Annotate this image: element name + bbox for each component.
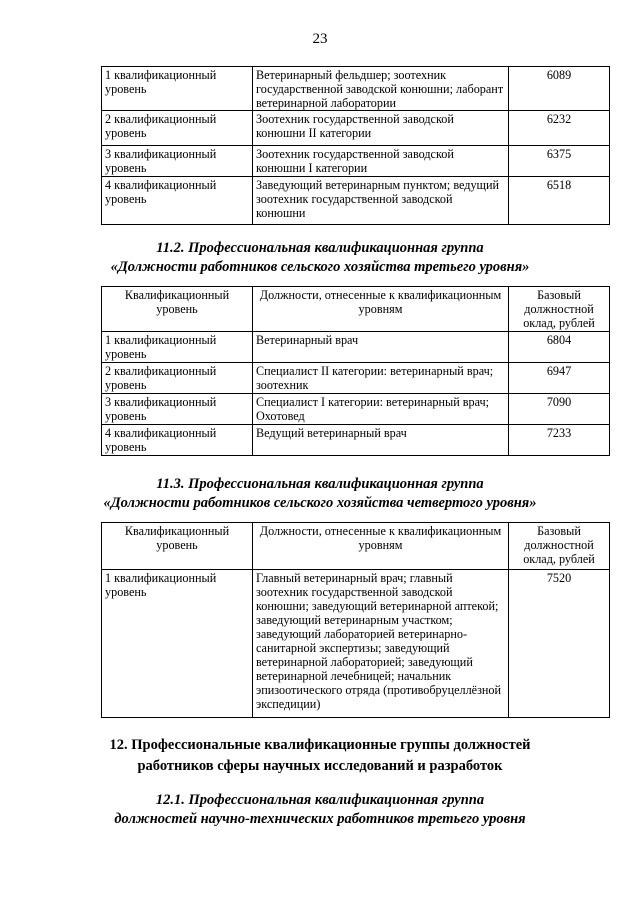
section-title-12 — [0, 735, 640, 777]
level-cell: 2 квалификационный уровень — [102, 363, 253, 394]
section-heading-11-2 — [0, 239, 640, 277]
table-row — [102, 394, 610, 425]
header-positions: Должности, отнесенные к квалификационным уровням — [253, 523, 509, 570]
heading-line: 12. Профессиональные квалификационные группы должностей — [109, 737, 531, 753]
positions-cell: Специалист II категории: ветеринарный врач; зоотехник — [253, 363, 509, 394]
salary-cell: 7233 — [509, 425, 610, 456]
page-number: 23 — [312, 31, 328, 47]
table-11-1-continuation — [101, 66, 610, 225]
heading-line: «Должности работников сельского хозяйства третьего уровня» — [110, 259, 530, 275]
table-row — [102, 111, 610, 146]
salary-cell: 6375 — [509, 146, 610, 177]
salary-cell: 6232 — [509, 111, 610, 146]
level-cell: 1 квалификационный уровень — [102, 570, 253, 718]
table-row — [102, 425, 610, 456]
header-level: Квалификационный уровень — [102, 287, 253, 332]
salary-cell: 6804 — [509, 332, 610, 363]
header-positions: Должности, отнесенные к квалификационным уровням — [253, 287, 509, 332]
section-heading-12-1 — [0, 791, 640, 829]
table-row — [102, 332, 610, 363]
positions-cell: Ветеринарный врач — [253, 332, 509, 363]
level-cell: 4 квалификационный уровень — [102, 425, 253, 456]
level-cell: 3 квалификационный уровень — [102, 146, 253, 177]
table-11-2 — [101, 286, 610, 456]
heading-line: 12.1. Профессиональная квалификационная группа — [155, 792, 485, 808]
section-heading-11-3 — [0, 475, 640, 513]
table-row — [102, 177, 610, 225]
heading-line: 11.3. Профессиональная квалификационная группа — [156, 476, 484, 492]
table-row — [102, 67, 610, 111]
heading-line: «Должности работников сельского хозяйства четвертого уровня» — [103, 495, 537, 511]
table-header-row — [102, 523, 610, 570]
table-header-row — [102, 287, 610, 332]
level-cell: 1 квалификационный уровень — [102, 67, 253, 111]
salary-cell: 6518 — [509, 177, 610, 225]
header-level: Квалификационный уровень — [102, 523, 253, 570]
salary-cell: 7520 — [509, 570, 610, 718]
positions-cell: Зоотехник государственной заводской конюшни II категории — [253, 111, 509, 146]
heading-line: 11.2. Профессиональная квалификационная группа — [156, 240, 484, 256]
level-cell: 2 квалификационный уровень — [102, 111, 253, 146]
table-row — [102, 570, 610, 718]
table-row — [102, 146, 610, 177]
header-salary: Базовый должностной оклад, рублей — [509, 523, 610, 570]
header-salary: Базовый должностной оклад, рублей — [509, 287, 610, 332]
positions-cell: Главный ветеринарный врач; главный зоотехник государственной заводской конюшни; заведующий ветеринарной аптекой; заведующий ветеринарным участком; заведующий лабораторией ветеринарно-санитарной экспертизы; заведующий ветеринарной лабораторией; заведующий ветеринарной лечебницей; начальник эпизоотического отряда (противобруцеллёзной экспедиции) — [253, 570, 509, 718]
heading-line: должностей научно-технических работников третьего уровня — [114, 811, 526, 827]
level-cell: 3 квалификационный уровень — [102, 394, 253, 425]
salary-cell: 6089 — [509, 67, 610, 111]
salary-cell: 7090 — [509, 394, 610, 425]
level-cell: 1 квалификационный уровень — [102, 332, 253, 363]
level-cell: 4 квалификационный уровень — [102, 177, 253, 225]
table-row — [102, 363, 610, 394]
positions-cell: Ветеринарный фельдшер; зоотехник государственной заводской конюшни; лаборант ветеринарной лаборатории — [253, 67, 509, 111]
positions-cell: Заведующий ветеринарным пунктом; ведущий зоотехник государственной заводской конюшни — [253, 177, 509, 225]
table-11-3 — [101, 522, 610, 718]
heading-line: работников сферы научных исследований и разработок — [137, 758, 503, 774]
positions-cell: Специалист I категории: ветеринарный врач; Охотовед — [253, 394, 509, 425]
positions-cell: Ведущий ветеринарный врач — [253, 425, 509, 456]
salary-cell: 6947 — [509, 363, 610, 394]
positions-cell: Зоотехник государственной заводской конюшни I категории — [253, 146, 509, 177]
